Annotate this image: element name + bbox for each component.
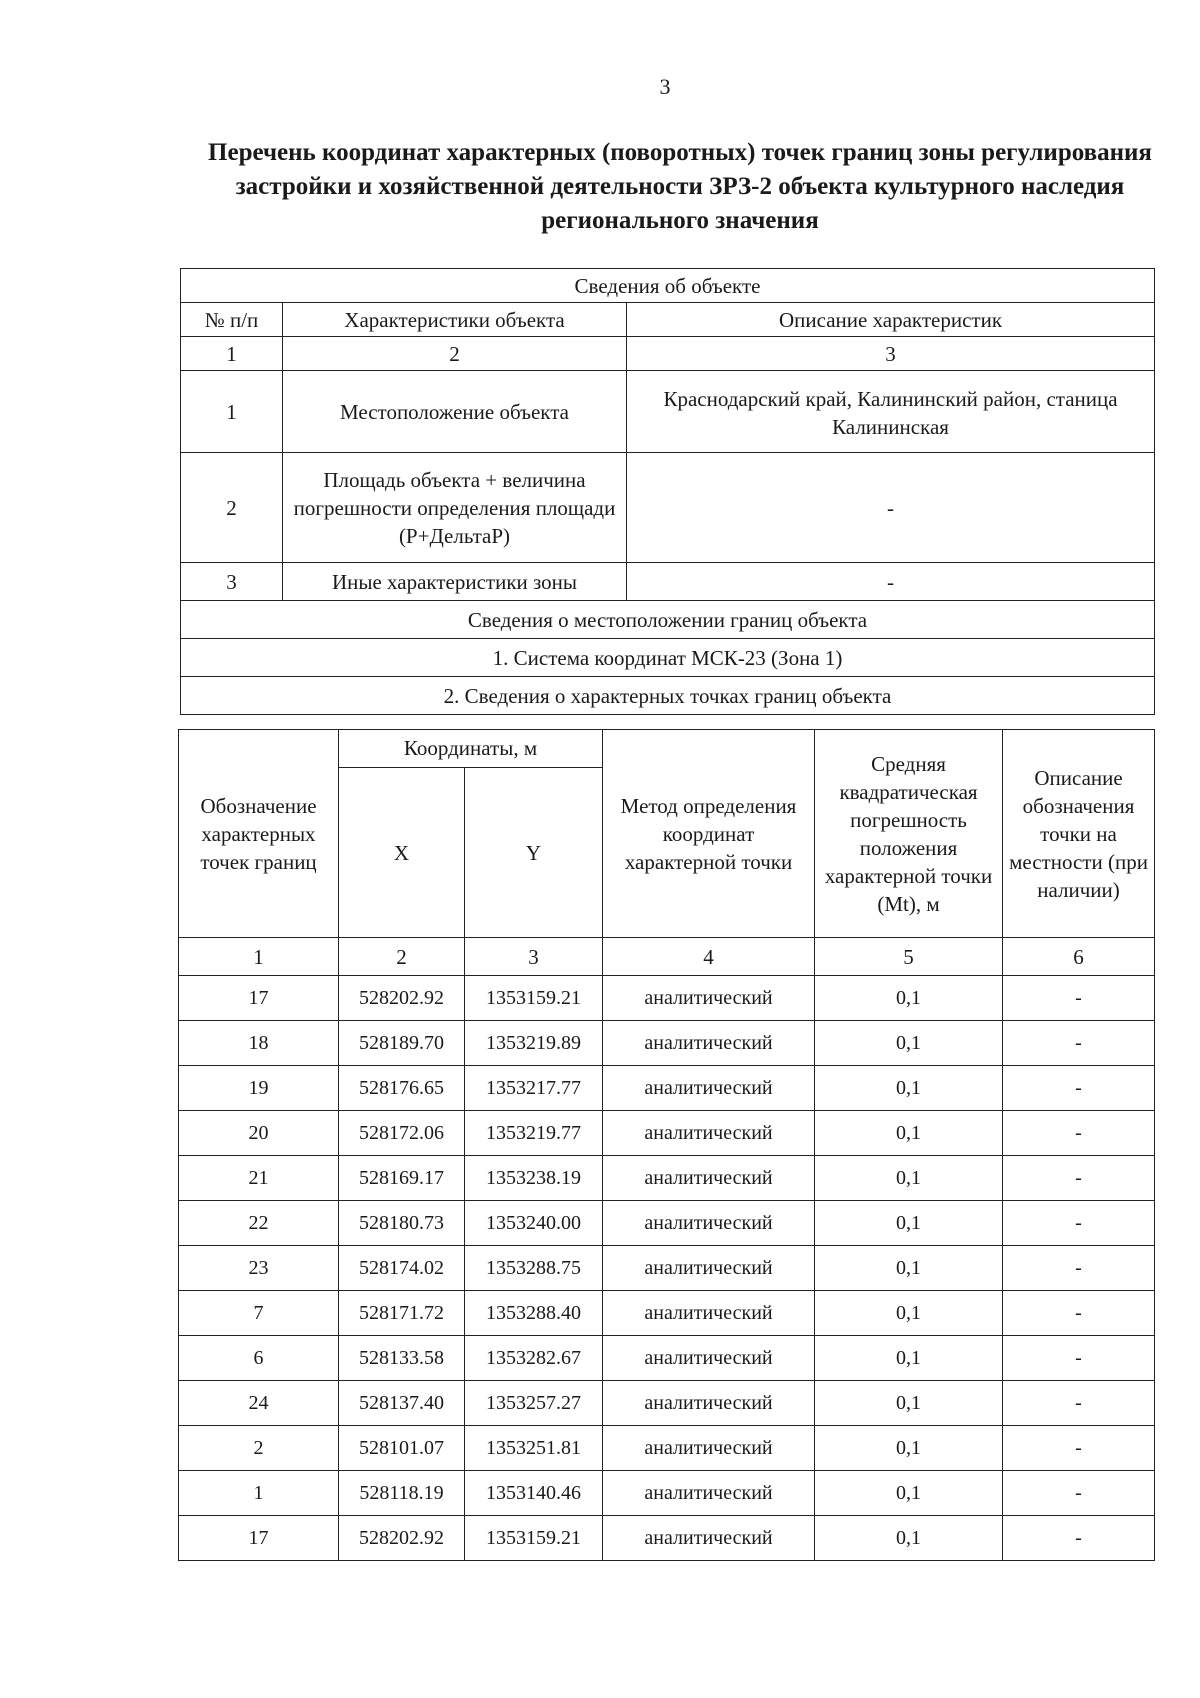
point-error: 0,1 bbox=[815, 1111, 1003, 1156]
point-x: 528189.70 bbox=[339, 1021, 465, 1066]
coordinate-system: 1. Система координат МСК-23 (Зона 1) bbox=[181, 639, 1155, 677]
header-x: X bbox=[339, 768, 465, 938]
point-label: 2 bbox=[179, 1426, 339, 1471]
point-y: 1353159.21 bbox=[465, 976, 603, 1021]
point-description: - bbox=[1003, 1336, 1155, 1381]
point-method: аналитический bbox=[603, 1156, 815, 1201]
point-description: - bbox=[1003, 1291, 1155, 1336]
row-description: Краснодарский край, Калининский район, станица Калининская bbox=[627, 371, 1155, 453]
point-error: 0,1 bbox=[815, 1291, 1003, 1336]
location-section-title: Сведения о местоположении границ объекта bbox=[181, 601, 1155, 639]
point-y: 1353140.46 bbox=[465, 1471, 603, 1516]
point-x: 528133.58 bbox=[339, 1336, 465, 1381]
row-description: - bbox=[627, 563, 1155, 601]
column-number: 1 bbox=[181, 337, 283, 371]
point-description: - bbox=[1003, 1246, 1155, 1291]
point-method: аналитический bbox=[603, 1336, 815, 1381]
point-description: - bbox=[1003, 1516, 1155, 1561]
point-label: 22 bbox=[179, 1201, 339, 1246]
header-number: № п/п bbox=[181, 303, 283, 337]
point-error: 0,1 bbox=[815, 1246, 1003, 1291]
point-y: 1353240.00 bbox=[465, 1201, 603, 1246]
point-x: 528137.40 bbox=[339, 1381, 465, 1426]
point-method: аналитический bbox=[603, 1471, 815, 1516]
point-y: 1353251.81 bbox=[465, 1426, 603, 1471]
point-description: - bbox=[1003, 976, 1155, 1021]
table-row bbox=[179, 1336, 1155, 1381]
point-method: аналитический bbox=[603, 1111, 815, 1156]
table-row bbox=[179, 976, 1155, 1021]
point-error: 0,1 bbox=[815, 1156, 1003, 1201]
point-y: 1353217.77 bbox=[465, 1066, 603, 1111]
header-description: Описание характеристик bbox=[627, 303, 1155, 337]
point-x: 528202.92 bbox=[339, 1516, 465, 1561]
object-info-section-title: Сведения об объекте bbox=[181, 269, 1155, 303]
table-row bbox=[179, 1291, 1155, 1336]
point-method: аналитический bbox=[603, 1381, 815, 1426]
table-row bbox=[179, 1471, 1155, 1516]
point-x: 528174.02 bbox=[339, 1246, 465, 1291]
point-description: - bbox=[1003, 1156, 1155, 1201]
point-label: 20 bbox=[179, 1111, 339, 1156]
point-y: 1353159.21 bbox=[465, 1516, 603, 1561]
header-y: Y bbox=[465, 768, 603, 938]
point-description: - bbox=[1003, 1066, 1155, 1111]
point-description: - bbox=[1003, 1111, 1155, 1156]
column-number: 3 bbox=[465, 938, 603, 976]
point-description: - bbox=[1003, 1471, 1155, 1516]
point-method: аналитический bbox=[603, 1201, 815, 1246]
row-characteristic: Местоположение объекта bbox=[283, 371, 627, 453]
table-row bbox=[179, 1381, 1155, 1426]
point-x: 528101.07 bbox=[339, 1426, 465, 1471]
point-method: аналитический bbox=[603, 1426, 815, 1471]
point-description: - bbox=[1003, 1021, 1155, 1066]
point-error: 0,1 bbox=[815, 1426, 1003, 1471]
row-number: 2 bbox=[181, 453, 283, 563]
point-label: 6 bbox=[179, 1336, 339, 1381]
column-number: 1 bbox=[179, 938, 339, 976]
column-number: 5 bbox=[815, 938, 1003, 976]
point-method: аналитический bbox=[603, 1291, 815, 1336]
point-y: 1353238.19 bbox=[465, 1156, 603, 1201]
point-x: 528172.06 bbox=[339, 1111, 465, 1156]
column-number: 6 bbox=[1003, 938, 1155, 976]
point-x: 528169.17 bbox=[339, 1156, 465, 1201]
point-error: 0,1 bbox=[815, 1201, 1003, 1246]
point-label: 21 bbox=[179, 1156, 339, 1201]
point-y: 1353257.27 bbox=[465, 1381, 603, 1426]
table-row bbox=[179, 1516, 1155, 1561]
point-label: 24 bbox=[179, 1381, 339, 1426]
point-x: 528118.19 bbox=[339, 1471, 465, 1516]
point-y: 1353288.75 bbox=[465, 1246, 603, 1291]
point-error: 0,1 bbox=[815, 976, 1003, 1021]
point-method: аналитический bbox=[603, 1066, 815, 1111]
row-number: 1 bbox=[181, 371, 283, 453]
point-y: 1353288.40 bbox=[465, 1291, 603, 1336]
object-info-table bbox=[180, 268, 1155, 715]
point-error: 0,1 bbox=[815, 1471, 1003, 1516]
point-label: 23 bbox=[179, 1246, 339, 1291]
point-method: аналитический bbox=[603, 1021, 815, 1066]
column-number: 4 bbox=[603, 938, 815, 976]
point-error: 0,1 bbox=[815, 1516, 1003, 1561]
table-row bbox=[179, 1066, 1155, 1111]
point-method: аналитический bbox=[603, 1246, 815, 1291]
column-number: 2 bbox=[283, 337, 627, 371]
points-section-title: 2. Сведения о характерных точках границ объекта bbox=[181, 677, 1155, 715]
header-error: Средняя квадратическая погрешность положения характерной точки (Mt), м bbox=[815, 730, 1003, 938]
point-error: 0,1 bbox=[815, 1381, 1003, 1426]
point-error: 0,1 bbox=[815, 1066, 1003, 1111]
header-coordinates: Координаты, м bbox=[339, 730, 603, 768]
points-table bbox=[178, 729, 1155, 1561]
point-label: 19 bbox=[179, 1066, 339, 1111]
point-label: 7 bbox=[179, 1291, 339, 1336]
point-y: 1353282.67 bbox=[465, 1336, 603, 1381]
point-label: 17 bbox=[179, 1516, 339, 1561]
row-characteristic: Площадь объекта + величина погрешности определения площади (Р+ДельтаР) bbox=[283, 453, 627, 563]
table-row bbox=[179, 1156, 1155, 1201]
page-number: 3 bbox=[659, 74, 671, 99]
table-row bbox=[179, 1111, 1155, 1156]
row-description: - bbox=[627, 453, 1155, 563]
point-x: 528202.92 bbox=[339, 976, 465, 1021]
point-method: аналитический bbox=[603, 1516, 815, 1561]
column-number: 3 bbox=[627, 337, 1155, 371]
point-description: - bbox=[1003, 1426, 1155, 1471]
point-error: 0,1 bbox=[815, 1021, 1003, 1066]
point-x: 528171.72 bbox=[339, 1291, 465, 1336]
point-label: 17 bbox=[179, 976, 339, 1021]
document-title: Перечень координат характерных (поворотных) точек границ зоны регулирования застройки и хозяйственной деятельности ЗРЗ-2 объекта культурного наследия регионального значения bbox=[208, 139, 1152, 234]
column-number: 2 bbox=[339, 938, 465, 976]
point-y: 1353219.77 bbox=[465, 1111, 603, 1156]
table-row bbox=[179, 1201, 1155, 1246]
header-method: Метод определения координат характерной точки bbox=[603, 730, 815, 938]
table-row bbox=[179, 1426, 1155, 1471]
point-description: - bbox=[1003, 1381, 1155, 1426]
point-x: 528176.65 bbox=[339, 1066, 465, 1111]
point-y: 1353219.89 bbox=[465, 1021, 603, 1066]
header-point: Обозначение характерных точек границ bbox=[179, 730, 339, 938]
header-characteristic: Характеристики объекта bbox=[283, 303, 627, 337]
point-description: - bbox=[1003, 1201, 1155, 1246]
header-point-description: Описание обозначения точки на местности (при наличии) bbox=[1003, 730, 1155, 938]
point-label: 18 bbox=[179, 1021, 339, 1066]
point-x: 528180.73 bbox=[339, 1201, 465, 1246]
table-row bbox=[179, 1246, 1155, 1291]
point-error: 0,1 bbox=[815, 1336, 1003, 1381]
row-characteristic: Иные характеристики зоны bbox=[283, 563, 627, 601]
point-method: аналитический bbox=[603, 976, 815, 1021]
row-number: 3 bbox=[181, 563, 283, 601]
table-row bbox=[179, 1021, 1155, 1066]
point-label: 1 bbox=[179, 1471, 339, 1516]
